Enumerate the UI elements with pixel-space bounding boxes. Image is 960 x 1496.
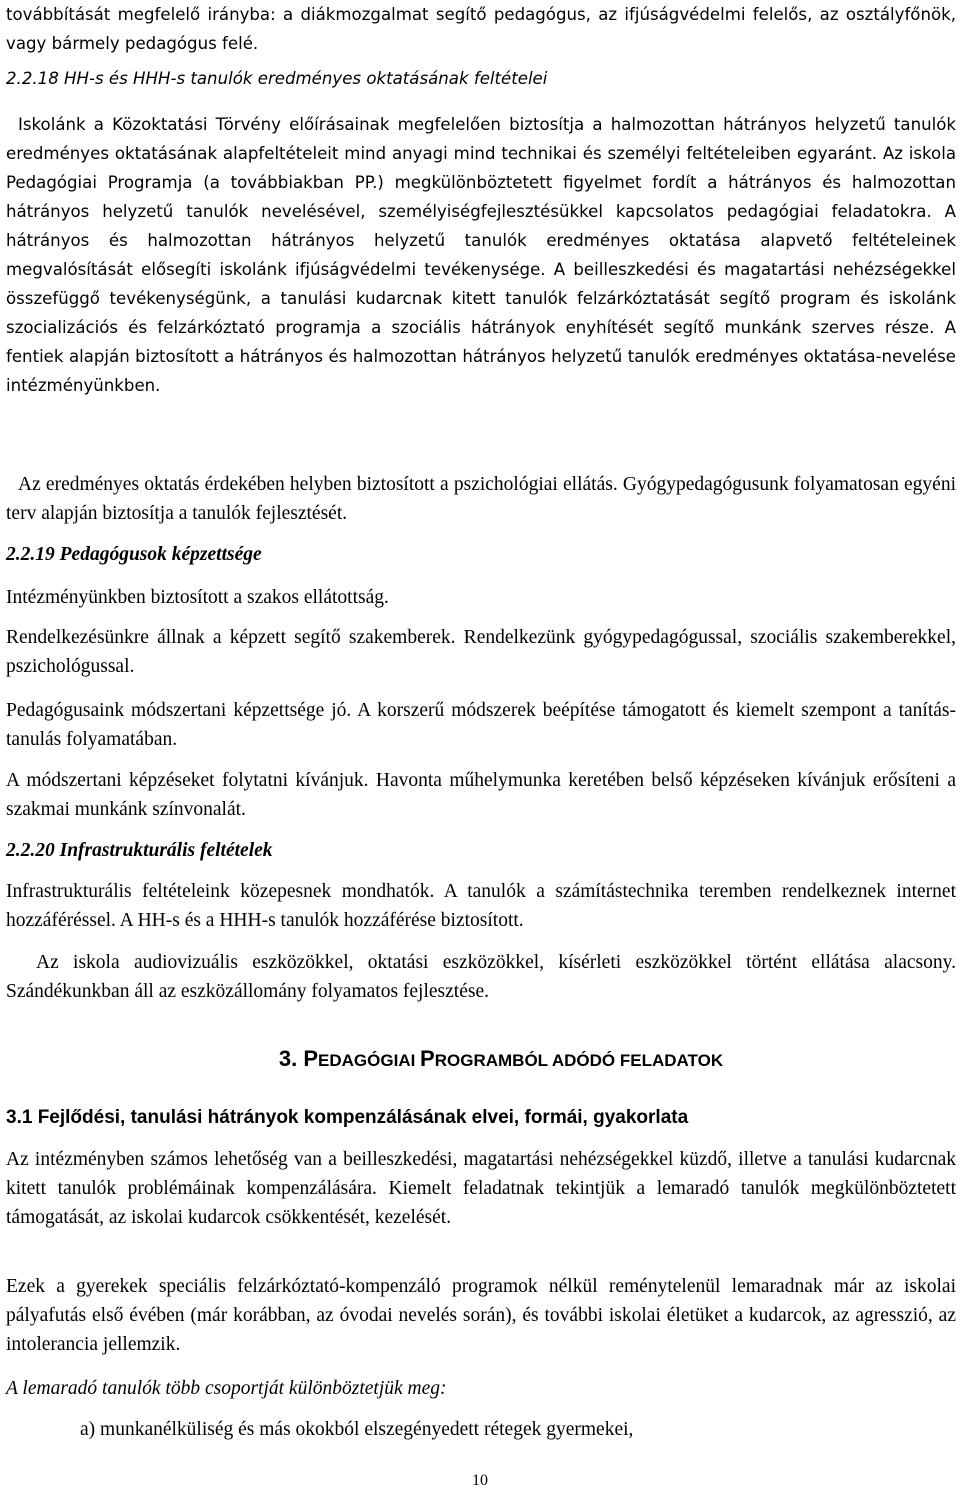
paragraph-3-1-a: Az intézményben számos lehetőség van a beilleszkedési, magatartási nehézségekkel küzdő, illetve a tanulási kudarcnak kitett tanulók problémáinak kompenzálására. Kiemelt feladatnak tekintjük a lemaradó tanulók megkülönböztetett támogatását, az iskolai kudarcok csökkentését, kezelését.	[6, 1149, 956, 1228]
chapter-heading-part: ROGRAMBÓL	[434, 1051, 552, 1070]
section-heading-2-2-19: 2.2.19 Pedagógusok képzettsége	[6, 544, 262, 565]
chapter-heading-3	[6, 1044, 960, 1076]
section-heading-2-2-18: 2.2.18 HH-s és HHH-s tanulók eredményes oktatásának feltételei	[6, 69, 548, 88]
page-number: 10	[472, 1472, 488, 1489]
chapter-heading-part: 3. P	[278, 1046, 319, 1071]
intro-paragraph-tail: továbbítását megfelelő irányba: a diákmozgalmat segítő pedagógus, az ifjúságvédelmi felelős, az osztályfőnök, vagy bármely pedagógus felé.	[6, 5, 956, 53]
paragraph-2-2-18-a: Iskolánk a Közoktatási Törvény előírásainak megfelelően biztosítja a halmozottan hátrányos helyzetű tanulók eredményes oktatásának alapfeltételeit mind anyagi mind technikai és személyi feltételeiben egyaránt. Az iskola Pedagógiai Programja (a továbbiakban PP.) megkülönböztetett figyelmet fordít a hátrányos és halmozottan hátrányos helyzetű tanulók nevelésével, személyiségfejlesztésükkel kapcsolatos pedagógiai feladatokra. A hátrányos és halmozottan hátrányos helyzetű tanulók eredményes oktatása alapvető feltételeinek megvalósítását elősegíti iskolánk ifjúságvédelmi tevékenysége. A beilleszkedési és magatartási nehézségekkel összefüggő tevékenységünk, a tanulási kudarcnak kitett tanulók felzárkóztatását segítő program és iskolánk szocializációs és felzárkóztató programja a szociális hátrányok enyhítését segítő munkánk szerves része. A fentiek alapján biztosított a hátrányos és halmozottan hátrányos helyzetű tanulók eredményes oktatása-nevelése intézményünkben.	[6, 115, 956, 395]
paragraph-3-1-b: Ezek a gyerekek speciális felzárkóztató-kompenzáló programok nélkül reménytelenül lemaradnak már az iskolai pályafutás első évében (már korábban, az óvodai nevelés során), és további iskolai életüket a kudarcok, az agresszió, az intolerancia jellemzik.	[6, 1276, 956, 1355]
paragraph-2-2-19-a: Intézményünkben biztosított a szakos ellátottság.	[6, 587, 389, 608]
list-item-a: a) munkanélküliség és más okokból elszegényedett rétegek gyermekei,	[80, 1419, 634, 1440]
section-heading-3-1: 3.1 Fejlődési, tanulási hátrányok kompenzálásának elvei, formái, gyakorlata	[6, 1107, 689, 1128]
paragraph-3-1-c: A lemaradó tanulók több csoportját különböztetjük meg:	[6, 1378, 447, 1399]
paragraph-2-2-20-a: Infrastrukturális feltételeink közepesnek mondhatók. A tanulók a számítástechnika teremben rendelkeznek internet hozzáféréssel. A HH-s és a HHH-s tanulók hozzáférése biztosított.	[6, 881, 956, 931]
paragraph-2-2-19-b: Rendelkezésünkre állnak a képzett segítő szakemberek. Rendelkezünk gyógypedagógussal, szociális szakemberekkel, pszichológussal.	[6, 627, 956, 677]
chapter-heading-part: EDAGÓGIAI	[318, 1051, 421, 1070]
paragraph-2-2-18-b: Az eredményes oktatás érdekében helyben biztosított a pszichológiai ellátás. Gyógypedagógusunk folyamatosan egyéni terv alapján biztosítja a tanulók fejlesztését.	[6, 474, 956, 524]
paragraph-2-2-19-d: A módszertani képzéseket folytatni kívánjuk. Havonta műhelymunka keretében belső képzéseken kívánjuk erősíteni a szakmai munkánk színvonalát.	[6, 770, 956, 820]
section-heading-2-2-20: 2.2.20 Infrastrukturális feltételek	[6, 840, 273, 861]
chapter-heading-part: ADÓDÓ FELADATOK	[551, 1051, 724, 1070]
paragraph-2-2-20-b: Az iskola audiovizuális eszközökkel, oktatási eszközökkel, kísérleti eszközökkel történt ellátása alacsony. Szándékunkban áll az eszközállomány folyamatos fejlesztése.	[6, 952, 956, 1002]
paragraph-2-2-19-c: Pedagógusaink módszertani képzettsége jó. A korszerű módszerek beépítése támogatott és kiemelt szempont a tanítás-tanulás folyamatában.	[6, 700, 956, 750]
chapter-heading-part: P	[420, 1046, 435, 1071]
